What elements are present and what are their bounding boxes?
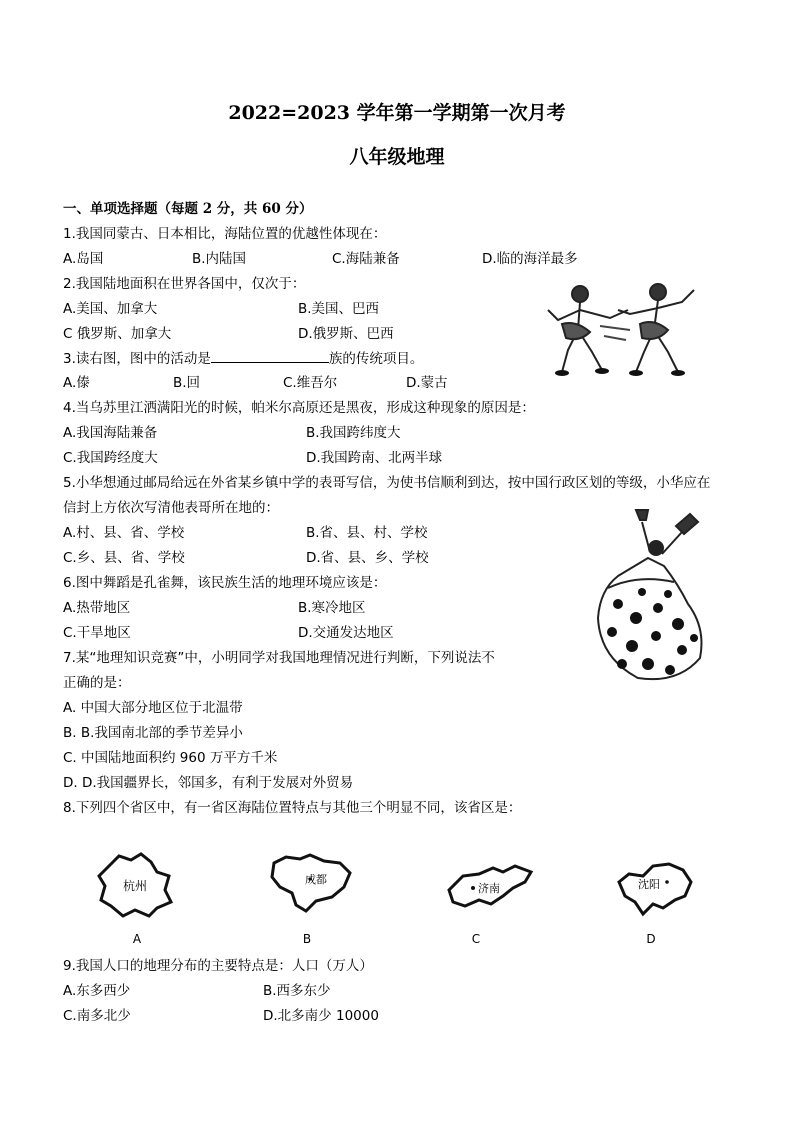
q2-option-c[interactable]: C 俄罗斯、加拿大 [63, 326, 172, 342]
q3-stem-after: 族的传统项目。 [328, 351, 424, 367]
q3-answer-blank[interactable] [211, 349, 329, 363]
q8-map-b-letter[interactable]: B [302, 932, 312, 946]
q3-option-b[interactable]: B.回 [173, 375, 201, 391]
q8-map-c-letter[interactable]: C [471, 932, 481, 946]
q9-option-d[interactable]: D.北多南少 10000 [263, 1008, 379, 1024]
section-heading: 一、单项选择题（每题 2 分，共 60 分） [63, 201, 313, 217]
q2-stem: 2.我国陆地面积在世界各国中，仅次于： [63, 276, 306, 292]
q1-stem: 1.我国同蒙古、日本相比，海陆位置的优越性体现在： [63, 226, 387, 242]
q9-option-b[interactable]: B.西多东少 [263, 983, 331, 999]
wrestling-illustration [540, 280, 700, 378]
q3-stem-before: 3.读右图，图中的活动是 [63, 351, 211, 367]
peacock-dance-illustration [578, 508, 718, 686]
q1-option-c[interactable]: C.海陆兼备 [332, 251, 400, 267]
q6-option-b[interactable]: B.寒冷地区 [298, 600, 366, 616]
q1-option-a[interactable]: A.岛国 [63, 251, 104, 267]
q8-map-b-city: 成都 [305, 873, 327, 886]
q2-option-b[interactable]: B.美国、巴西 [298, 301, 380, 317]
q1-option-d[interactable]: D.临的海洋最多 [482, 251, 578, 267]
map-liaoning[interactable] [613, 860, 695, 918]
q8-map-c-city: 济南 [478, 882, 500, 895]
q7-stem-line1: 7.某“地理知识竞赛”中，小明同学对我国地理情况进行判断，下列说法不 [63, 650, 495, 666]
q6-option-d[interactable]: D.交通发达地区 [298, 625, 394, 641]
q5-stem-line1: 5.小华想通过邮局给远在外省某乡镇中学的表哥写信，为使书信顺利到达，按中国行政区划的等级，小华应在 [63, 475, 711, 491]
q5-option-a[interactable]: A.村、县、省、学校 [63, 525, 185, 541]
q5-option-c[interactable]: C.乡、县、省、学校 [63, 550, 185, 566]
q8-stem: 8.下列四个省区中，有一省区海陆位置特点与其他三个明显不同，该省区是： [63, 800, 522, 816]
q9-option-c[interactable]: C.南多北少 [63, 1008, 131, 1024]
exam-subtitle: 八年级地理 [349, 146, 445, 168]
q6-option-c[interactable]: C.干旱地区 [63, 625, 131, 641]
q7-option-d[interactable]: D. D.我国疆界长，邻国多，有利于发展对外贸易 [63, 775, 354, 791]
q7-option-b[interactable]: B. B.我国南北部的季节差异小 [63, 725, 243, 741]
q4-option-d[interactable]: D.我国跨南、北两半球 [306, 450, 443, 466]
q3-option-d[interactable]: D.蒙古 [406, 375, 448, 391]
q3-stem [63, 349, 423, 368]
q5-option-b[interactable]: B.省、县、村、学校 [306, 525, 428, 541]
exam-title: 2022=2023 学年第一学期第一次月考 [228, 102, 566, 124]
q9-stem: 9.我国人口的地理分布的主要特点是：人口（万人） [63, 958, 373, 974]
map-shandong[interactable] [443, 860, 535, 910]
q8-map-a-letter[interactable]: A [132, 932, 142, 946]
q8-map-d-city: 沈阳 [638, 878, 660, 891]
q2-option-d[interactable]: D.俄罗斯、巴西 [298, 326, 394, 342]
q4-stem: 4.当乌苏里江洒满阳光的时候，帕米尔高原还是黑夜，形成这种现象的原因是： [63, 400, 535, 416]
q8-map-a-city: 杭州 [122, 879, 148, 893]
q2-option-a[interactable]: A.美国、加拿大 [63, 301, 158, 317]
q3-option-c[interactable]: C.维吾尔 [283, 375, 338, 391]
q9-option-a[interactable]: A.东多西少 [63, 983, 131, 999]
q4-option-c[interactable]: C.我国跨经度大 [63, 450, 158, 466]
q4-option-a[interactable]: A.我国海陆兼备 [63, 425, 158, 441]
q3-option-a[interactable]: A.傣 [63, 375, 90, 391]
map-sichuan[interactable] [266, 853, 354, 915]
q4-option-b[interactable]: B.我国跨纬度大 [306, 425, 401, 441]
q7-option-c[interactable]: C. 中国陆地面积约 960 万平方千米 [63, 750, 278, 766]
q5-option-d[interactable]: D.省、县、乡、学校 [306, 550, 429, 566]
q1-option-b[interactable]: B.内陆国 [192, 251, 247, 267]
q6-stem: 6.图中舞蹈是孔雀舞，该民族生活的地理环境应该是： [63, 575, 387, 591]
q7-option-a[interactable]: A. 中国大部分地区位于北温带 [63, 700, 243, 716]
q5-stem-line2: 信封上方依次写清他表哥所在地的： [63, 500, 279, 516]
q6-option-a[interactable]: A.热带地区 [63, 600, 131, 616]
q7-stem-line2: 正确的是： [63, 675, 131, 691]
map-zhejiang[interactable] [95, 850, 175, 920]
q8-map-d-letter[interactable]: D [646, 932, 656, 946]
